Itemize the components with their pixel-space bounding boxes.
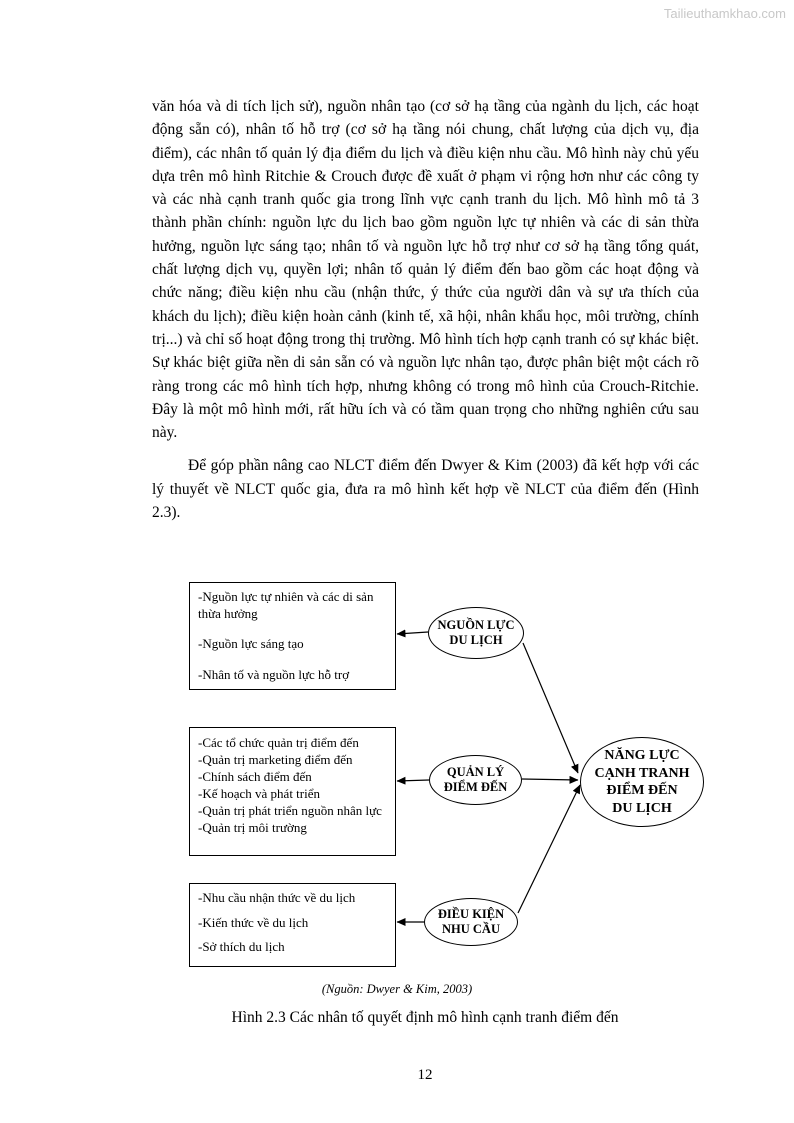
arrow-resources-to-center — [523, 643, 578, 773]
box-item: -Các tổ chức quản trị điểm đến — [198, 735, 359, 750]
box-item: -Nhu cầu nhận thức về du lịch — [198, 890, 356, 905]
page-number: 12 — [417, 1067, 433, 1083]
box-item: -Quản trị phát triển nguồn nhân lực — [198, 803, 382, 818]
figure-caption: Hình 2.3 Các nhân tố quyết định mô hình cạnh tranh điểm đến — [231, 1009, 619, 1026]
management-factors-box — [189, 727, 396, 856]
tourism-resources-node: NGUỒN LỰC DU LỊCH — [428, 607, 524, 659]
demand-factors-box — [189, 883, 396, 967]
arrow-management-to-box — [397, 780, 429, 781]
box-item: -Sở thích du lịch — [198, 939, 285, 954]
box-item: -Nguồn lực sáng tạo — [198, 636, 304, 651]
resources-factors-box — [189, 582, 396, 690]
arrow-demand-to-center — [518, 785, 580, 913]
figure-source: (Nguồn: Dwyer & Kim, 2003) — [321, 982, 473, 996]
box-item: -Nguồn lực tự nhiên và các di sản thừa hưởng — [198, 589, 374, 621]
box-item: -Quản trị môi trường — [198, 820, 307, 835]
watermark: Tailieuthamkhao.com — [663, 6, 786, 21]
box-item: -Kiến thức về du lịch — [198, 914, 309, 930]
box-item: -Kế hoạch và phát triển — [198, 786, 321, 801]
destination-management-node: QUẢN LÝ ĐIỂM ĐẾN — [429, 755, 522, 805]
box-item: -Nhân tố và nguồn lực hỗ trợ — [198, 666, 350, 682]
box-item: -Quản trị marketing điểm đến — [198, 752, 353, 767]
demand-conditions-node: ĐIỀU KIỆN NHU CẦU — [424, 898, 518, 946]
paragraph-2: Để góp phần nâng cao NLCT điểm đến Dwyer & Kim (2003) đã kết hợp với các lý thuyết về NLCT quốc gia, đưa ra mô hình kết hợp về NLCT của điểm đến (Hình 2.3). — [152, 457, 699, 522]
arrow-management-to-center — [522, 779, 578, 780]
competitiveness-center-node: NĂNG LỰC CẠNH TRANH ĐIỂM ĐẾN DU LỊCH — [580, 737, 704, 827]
arrow-resources-to-box — [397, 632, 428, 634]
box-item: -Chính sách điểm đến — [198, 769, 312, 784]
paragraph-1: văn hóa và di tích lịch sử), nguồn nhân tạo (cơ sở hạ tầng của ngành du lịch, các hoạt động sẵn có), nhân tố hỗ trợ (cơ sở hạ tầng nói chung, chất lượng của dịch vụ, địa điểm), các nhân tố quản lý địa điểm du lịch và điều kiện nhu cầu. Mô hình này chủ yếu dựa trên mô hình Ritchie & Crouch được đề xuất ở phạm vi rộng hơn như các công ty và các nhà cạnh tranh quốc gia trong lĩnh vực cạnh tranh du lịch. Mô hình mô tả 3 thành phần chính: nguồn lực du lịch bao gồm nguồn lực tự nhiên và các di sản thừa hưởng, nguồn lực sáng tạo; nhân tố và nguồn lực hỗ trợ như cơ sở hạ tầng tổng quát, chất lượng dịch vụ, quyền lợi; nhân tố quản lý điểm đến bao gồm các hoạt động và chức năng; điều kiện nhu cầu (nhận thức, ý thức của người dân và sự ưa thích của khách du lịch); điều kiện hoàn cảnh (kinh tế, xã hội, nhân khẩu học, môi trường, chính trị...) và chỉ số hoạt động trong thị trường. Mô hình tích hợp cạnh tranh có sự khác biệt. Sự khác biệt giữa nền di sản sẵn có và nguồn lực nhân tạo, được phân biệt một cách rõ ràng trong các mô hình tích hợp, nhưng không có trong mô hình của Crouch-Ritchie. Đây là một mô hình mới, rất hữu ích và có tầm quan trọng cho những nghiên cứu sau này. — [152, 98, 699, 442]
